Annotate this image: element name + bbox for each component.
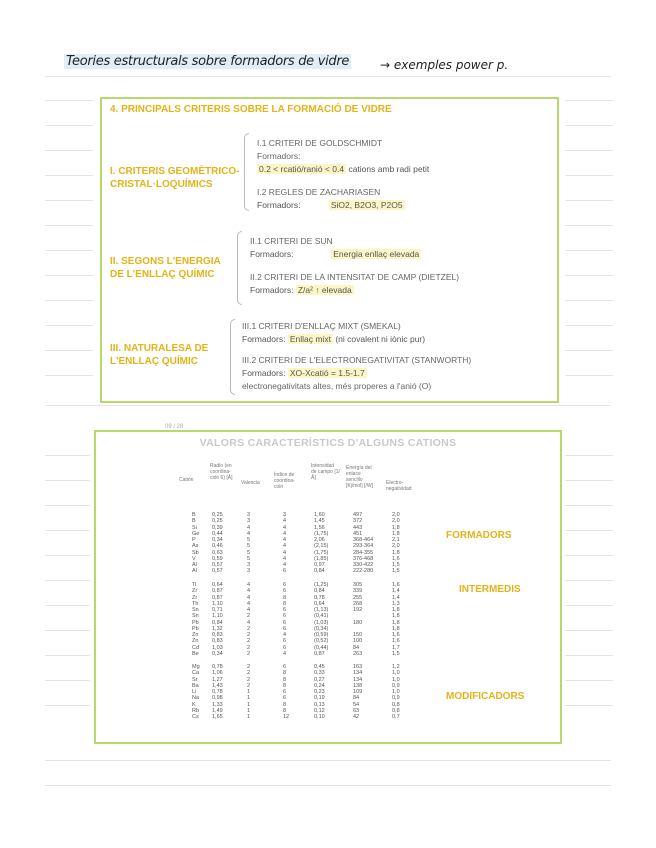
criteria-heading: 4. PRINCIPALS CRITERIS SOBRE LA FORMACIÓ DE VIDRE <box>110 104 392 115</box>
page-title <box>64 54 351 69</box>
item-label: Formadors: <box>257 200 301 210</box>
brace <box>244 133 249 211</box>
criterion-item <box>257 137 429 176</box>
item-label: Formadors: <box>250 249 294 259</box>
note-text: exemples power p. <box>393 58 509 72</box>
arrow-icon: → <box>380 58 391 72</box>
coordination-column: 3 4 4 4 4 4 4 4 4 6 <box>283 512 287 575</box>
item-label: Formadors: <box>242 334 286 344</box>
group-label-modificadors: MODIFICADORS <box>446 691 525 702</box>
item-title: I.1 CRITERI DE GOLDSCHMIDT <box>257 138 383 148</box>
valence-column: 3 3 4 4 5 5 5 5 3 3 <box>247 512 251 575</box>
header-cation: Catión <box>179 477 194 483</box>
item-formula: XO-Xcatió = 1.5-1.7 <box>289 368 365 378</box>
group-label-intermedis: INTERMEDIS <box>459 584 521 595</box>
cation-column: B B Si Ge P As Sb V Al Al <box>192 512 200 575</box>
item-formula: 0.2 < rcatió/ranió < 0.4 <box>259 164 345 174</box>
coordination-column: 6 8 8 8 6 6 8 8 12 <box>283 664 290 720</box>
criterion-label-geometric: I. CRITERIS GEOMÈTRICO-CRISTAL·LOQUÍMICS <box>110 166 240 190</box>
item-title: I.2 REGLES DE ZACHARIASEN <box>257 187 381 197</box>
criteria-box <box>100 97 559 403</box>
criterion-item <box>242 320 425 346</box>
header-energy: Energía del enlace sencillo [Kj/mol] [/W] <box>346 465 373 489</box>
radius-column: 0,64 0,87 0,87 1,10 0,71 1,10 0,84 1,32 0,83 0,83 1,03 0,34 <box>212 582 223 657</box>
energy-column: 163 134 134 138 109 84 54 63 42 <box>353 664 363 720</box>
item-formula: Z/a² ↑ elevada <box>297 285 352 295</box>
group-label-formadors: FORMADORS <box>446 530 512 541</box>
field-column: 1,60 1,45 1,56 (1,75) 2,06 (2,15) (1,75) (1,85) 0,97 0,84 <box>314 512 329 575</box>
item-detail: electronegativitats altes, més properes a l'anió (O) <box>242 381 432 391</box>
criterion-item <box>242 354 471 393</box>
valence-column: 2 2 2 2 1 1 1 1 1 <box>247 664 251 720</box>
field-column: (1,25) 0,84 0,78 0,64 (1,13) (0,41) (1,03) (0,34) (0,59) (0,52) (0,44) 0,87 <box>314 582 329 657</box>
criterion-item <box>257 186 405 212</box>
table-title: VALORS CARACTERÍSTICS D'ALGUNS CATIONS <box>199 437 457 449</box>
radius-column: 0,25 0,25 0,39 0,44 0,34 0,46 0,63 0,59 0,57 0,57 <box>212 512 223 575</box>
criterion-item <box>250 271 459 297</box>
cation-column: Mg Ca Sr Ba Li Na K Rb Cs <box>192 664 200 720</box>
item-detail: (ni covalent ni iònic pur) <box>335 334 426 344</box>
item-title: III.2 CRITERI DE L'ELECTRONEGATIVITAT (STANWORTH) <box>242 355 472 365</box>
brace <box>237 231 242 305</box>
item-title: II.2 CRITERI DE LA INTENSITAT DE CAMP (DIETZEL) <box>250 272 460 282</box>
field-column: 0,45 0,33 0,27 0,24 0,23 0,19 0,13 0,12 0,10 <box>314 664 325 720</box>
coordination-column: 6 6 8 8 6 6 6 6 4 6 6 4 <box>283 582 287 657</box>
brace <box>230 319 235 395</box>
criterion-label-bond: III. NATURALESA DE L'ENLLAÇ QUÍMIC <box>110 343 209 367</box>
electroneg-column: 1,6 1,4 1,4 1,3 1,8 1,8 1,8 1,8 1,6 1,6 1,7 1,5 <box>392 582 400 657</box>
header-valence: Valencia <box>241 480 260 486</box>
title-text: Teories estructurals sobre formadors de vidre <box>66 54 350 69</box>
item-title: II.1 CRITERI DE SUN <box>250 236 333 246</box>
criterion-label-energy: II. SEGONS L'ENERGIA DE L'ENLLAÇ QUÍMIC <box>110 256 221 280</box>
item-formula: Enllaç mixt <box>289 334 331 344</box>
item-detail: cations amb radi petit <box>348 164 430 174</box>
header-coordination: Índice de coordina-ción <box>274 472 295 490</box>
energy-column: 305 339 255 268 192 180 150 100 84 263 <box>353 582 363 657</box>
slide-tag: 09 / 28 <box>165 424 184 430</box>
header-radius: Radio (en coordina-ción 6) [Å] <box>210 463 233 481</box>
electroneg-column: 1,2 1,0 1,0 0,9 1,0 0,9 0,8 0,8 0,7 <box>392 664 400 720</box>
radius-column: 0,78 1,06 1,27 1,43 0,78 0,98 1,33 1,49 1,65 <box>212 664 223 720</box>
criterion-item <box>250 235 421 261</box>
header-field: Intensidad de campo [1/Å] <box>311 463 340 481</box>
cation-column: Ti Zr Zr Th Sn Sn Pb Pb Zn Zn Cd Be <box>192 582 200 657</box>
cations-table-box <box>94 424 562 744</box>
item-label: Formadors: <box>242 368 286 378</box>
item-formula: Energia enllaç elevada <box>333 249 420 259</box>
title-note <box>380 58 508 72</box>
item-label: Formadors: <box>257 151 301 161</box>
item-label: Formadors: <box>250 285 294 295</box>
header-electroneg: Electro-negatividad <box>386 480 412 492</box>
valence-column: 4 4 4 4 4 2 4 2 2 2 2 2 <box>247 582 251 657</box>
item-formula: SiO2, B2O3, P2O5 <box>330 200 403 210</box>
item-title: III.1 CRITERI D'ENLLAÇ MIXT (SMEKAL) <box>242 321 401 331</box>
electroneg-column: 2,0 2,0 1,8 1,8 2,1 2,0 1,8 1,6 1,5 1,5 <box>392 512 400 575</box>
energy-column: 497 372 443 451 368-464 293-364 284-355 376-468 330-422 222-280 <box>353 512 374 575</box>
